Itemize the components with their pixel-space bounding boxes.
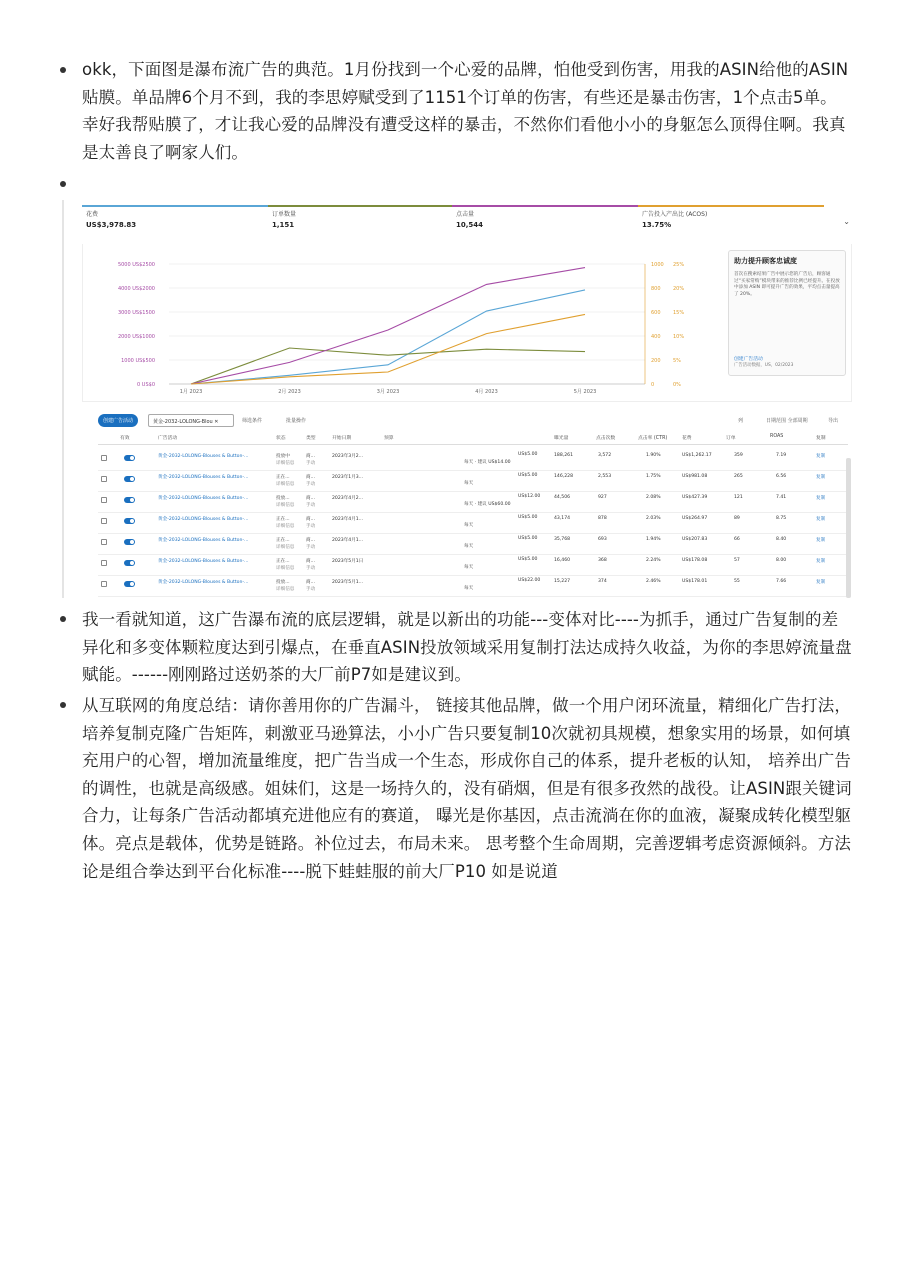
- budget-cell[interactable]: US$5.00: [518, 557, 538, 562]
- row-sub-label: 详细信息: [276, 524, 295, 529]
- table-toolbar: [98, 414, 852, 428]
- ctr-cell: 2.24%: [646, 558, 661, 563]
- status-cell: 正在...: [276, 559, 290, 564]
- campaign-name-link[interactable]: 黄金-2032-LOLONG-Blouses & Button-...: [158, 580, 249, 585]
- row-type-sub-label: 手动: [306, 482, 316, 487]
- y-tick-right-1: 200: [651, 358, 661, 364]
- row-sub-label: 详细信息: [276, 545, 295, 550]
- y-tick-right-2: 0%: [673, 382, 681, 388]
- type-cell: 商...: [306, 517, 315, 522]
- kpi-clicks[interactable]: [452, 205, 638, 243]
- campaign-name-link[interactable]: 黄金-2032-LOLONG-Blouses & Button-...: [158, 496, 249, 501]
- y-tick-left: 3000 US$1500: [117, 310, 155, 316]
- clicks-cell: 2,553: [598, 474, 612, 479]
- campaign-name-link[interactable]: 黄金-2032-LOLONG-Blouses & Button-...: [158, 517, 249, 522]
- line-chart: [83, 244, 723, 402]
- table-row: [98, 576, 848, 597]
- kpi-label: 点击量: [456, 211, 475, 218]
- col-header[interactable]: 花费: [682, 436, 692, 441]
- col-header[interactable]: 点击次数: [596, 436, 616, 441]
- row-sub-label: 详细信息: [276, 587, 295, 592]
- y-tick-right-1: 600: [651, 310, 661, 316]
- kpi-label: 广告投入产出比 (ACOS): [642, 211, 708, 218]
- start-date-cell[interactable]: 2023年4月1...: [332, 538, 364, 543]
- spend-cell: US$981.08: [682, 474, 708, 479]
- row-checkbox[interactable]: [101, 497, 107, 503]
- bulk-actions-button[interactable]: 批量操作: [286, 418, 307, 424]
- row-sub-label: 详细信息: [276, 482, 295, 487]
- col-header[interactable]: 预算: [384, 436, 394, 441]
- impressions-cell: 188,261: [554, 453, 573, 458]
- budget-note: 每天: [464, 481, 474, 486]
- copy-link[interactable]: 复制: [816, 496, 826, 501]
- active-toggle[interactable]: [124, 476, 135, 482]
- bullet-dot: [60, 616, 66, 622]
- row-checkbox[interactable]: [101, 455, 107, 461]
- kpi-value: 13.75%: [642, 221, 672, 229]
- orders-cell: 121: [734, 495, 743, 500]
- y-tick-right-2: 20%: [673, 286, 685, 292]
- row-type-sub-label: 手动: [306, 461, 316, 466]
- start-date-cell[interactable]: 2023年5月1日: [332, 559, 364, 564]
- row-type-sub-label: 手动: [306, 587, 316, 592]
- table-row: [98, 555, 848, 576]
- clicks-cell: 3,572: [598, 453, 612, 458]
- status-cell: 投放...: [276, 580, 290, 585]
- paragraph-3: 从互联网的角度总结：请你善用你的广告漏斗， 链接其他品牌，做一个用户闭环流量，精细化广告打法，培养复制克隆广告矩阵，刺激亚马逊算法，小小广告只要复制10次就初具规模，想象实用的场景，如何填充用户的心智，增加流量维度，把广告当成一个生态，形成你自己的体系，提升老板的认知， 培养出广告的调性，也就是高级感。姐妹们，这是一场持久的，没有硝烟，但是有很多孜然的战役。让ASIN跟关键词合力，让每条广告活动都填充进他应有的赛道， 曝光是你基因，点击流淌在你的血液，凝聚成转化模型躯体。亮点是载体，优势是链路。补位过去，布局未来。 思考整个生命周期，完善逻辑考虑资源倾斜。方法论是组合拳达到平台化标准----脱下蛙蛙服的前大厂P10 如是说道: [82, 696, 852, 881]
- helper-title: 助力提升顾客忠诚度: [734, 257, 797, 265]
- table-row: [98, 450, 848, 471]
- orders-cell: 55: [734, 579, 740, 584]
- x-tick-label: 2月 2023: [278, 389, 301, 395]
- roas-cell: 7.66: [776, 579, 787, 584]
- date-range-button[interactable]: 日期范围 全部周期: [766, 418, 808, 424]
- y-tick-left: 1000 US$500: [121, 358, 155, 364]
- spend-cell: US$1,262.17: [682, 453, 712, 458]
- status-cell: 正在...: [276, 538, 290, 543]
- active-toggle[interactable]: [124, 497, 135, 503]
- budget-note: 每天: [464, 544, 474, 549]
- kpi-spend[interactable]: [82, 205, 268, 243]
- budget-cell[interactable]: US$5.00: [518, 452, 538, 457]
- bullet-dot: [60, 702, 66, 708]
- row-checkbox[interactable]: [101, 560, 107, 566]
- header-divider: [98, 444, 848, 445]
- bullet-dot: [60, 67, 66, 73]
- row-checkbox[interactable]: [101, 539, 107, 545]
- type-cell: 商...: [306, 475, 315, 480]
- orders-cell: 359: [734, 453, 743, 458]
- columns-button[interactable]: 列: [738, 418, 744, 424]
- y-tick-right-1: 0: [651, 382, 655, 388]
- budget-note: 每天 · 建议 US$14.00: [464, 460, 511, 465]
- clicks-cell: 693: [598, 537, 607, 542]
- row-type-sub-label: 手动: [306, 545, 316, 550]
- budget-cell[interactable]: US$5.00: [518, 536, 538, 541]
- row-checkbox[interactable]: [101, 581, 107, 587]
- table-scrollbar[interactable]: [846, 458, 851, 598]
- col-header[interactable]: 点击率 (CTR): [638, 436, 668, 441]
- active-toggle[interactable]: [124, 455, 135, 461]
- budget-note: 每天: [464, 523, 474, 528]
- type-cell: 商...: [306, 538, 315, 543]
- y-tick-left: 5000 US$2500: [117, 262, 155, 268]
- type-cell: 商...: [306, 496, 315, 501]
- orders-cell: 66: [734, 537, 740, 542]
- helper-note: 广告活动数据，US，02/2023: [734, 363, 794, 368]
- table-row: [98, 471, 848, 492]
- col-header[interactable]: ROAS: [770, 434, 784, 439]
- start-date-cell[interactable]: 2023年4月1...: [332, 517, 364, 522]
- spend-cell: US$178.08: [682, 558, 708, 563]
- clicks-cell: 374: [598, 579, 607, 584]
- chevron-down-icon[interactable]: ⌄: [843, 217, 850, 226]
- orders-cell: 89: [734, 516, 740, 521]
- copy-link[interactable]: 复制: [816, 454, 826, 459]
- create-campaign-button[interactable]: 创建广告活动: [98, 414, 138, 427]
- x-tick-label: 4月 2023: [475, 389, 498, 395]
- budget-cell[interactable]: US$12.00: [518, 494, 541, 499]
- copy-link[interactable]: 复制: [816, 580, 826, 585]
- series-line-0: [191, 290, 585, 384]
- col-header[interactable]: 类型: [306, 436, 316, 441]
- y-tick-right-2: 25%: [673, 262, 685, 268]
- campaign-name-link[interactable]: 黄金-2032-LOLONG-Blouses & Button-...: [158, 559, 249, 564]
- ctr-cell: 2.03%: [646, 516, 661, 521]
- paragraph-2: 我一看就知道，这广告瀑布流的底层逻辑，就是以新出的功能---变体对比----为抓手，通过广告复制的差异化和多变体颗粒度达到引爆点，在垂直ASIN投放领域采用复制打法达成持久收益，为你的李思婷流量盘赋能。------刚刚路过送奶茶的大厂前P7如是建议到。: [82, 610, 852, 685]
- col-header[interactable]: 曝光量: [554, 436, 569, 441]
- filter-button[interactable]: 筛选条件: [242, 418, 263, 424]
- row-sub-label: 详细信息: [276, 566, 295, 571]
- impressions-cell: 15,227: [554, 579, 571, 584]
- spend-cell: US$178.01: [682, 579, 708, 584]
- budget-cell[interactable]: US$22.00: [518, 578, 541, 583]
- spend-cell: US$207.83: [682, 537, 708, 542]
- col-header[interactable]: 开始日期: [332, 436, 352, 441]
- spend-cell: US$264.97: [682, 516, 708, 521]
- ctr-cell: 1.75%: [646, 474, 661, 479]
- kpi-value: 10,544: [456, 221, 484, 229]
- table-row: [98, 513, 848, 534]
- kpi-value: 1,151: [272, 221, 295, 229]
- bullet-dot: [60, 181, 66, 187]
- y-tick-right-1: 800: [651, 286, 661, 292]
- embedded-screenshot: [62, 200, 854, 598]
- start-date-cell[interactable]: 2023年1月3...: [332, 475, 364, 480]
- kpi-bar: [82, 205, 852, 243]
- status-cell: 投放...: [276, 496, 290, 501]
- y-tick-right-2: 15%: [673, 310, 685, 316]
- y-tick-left: 0 US$0: [137, 382, 155, 388]
- roas-cell: 8.75: [776, 516, 787, 521]
- status-cell: 正在...: [276, 517, 290, 522]
- roas-cell: 6.56: [776, 474, 787, 479]
- helper-card: [728, 250, 846, 376]
- copy-link[interactable]: 复制: [816, 559, 826, 564]
- col-header[interactable]: 订单: [726, 436, 736, 441]
- impressions-cell: 43,174: [554, 516, 571, 521]
- campaign-name-link[interactable]: 黄金-2032-LOLONG-Blouses & Button-...: [158, 475, 249, 480]
- clicks-cell: 368: [598, 558, 607, 563]
- y-tick-right-2: 10%: [673, 334, 685, 340]
- ctr-cell: 1.94%: [646, 537, 661, 542]
- impressions-cell: 146,228: [554, 474, 573, 479]
- copy-link[interactable]: 复制: [816, 538, 826, 543]
- y-tick-right-1: 1000: [651, 262, 664, 268]
- spend-cell: US$427.39: [682, 495, 708, 500]
- clicks-cell: 927: [598, 495, 607, 500]
- start-date-cell[interactable]: 2023年3月2...: [332, 454, 364, 459]
- start-date-cell[interactable]: 2023年4月2...: [332, 496, 364, 501]
- ctr-cell: 2.46%: [646, 579, 661, 584]
- col-header[interactable]: 广告活动: [158, 436, 178, 441]
- active-toggle[interactable]: [124, 539, 135, 545]
- type-cell: 商...: [306, 580, 315, 585]
- budget-note: 每天 · 建议 US$60.00: [464, 502, 511, 507]
- row-type-sub-label: 手动: [306, 566, 316, 571]
- table-row: [98, 534, 848, 555]
- row-checkbox[interactable]: [101, 518, 107, 524]
- roas-cell: 8.00: [776, 558, 787, 563]
- row-sub-label: 详细信息: [276, 461, 295, 466]
- paragraph-1: okk，下面图是瀑布流广告的典范。1月份找到一个心爱的品牌，怕他受到伤害，用我的ASIN给他的ASIN 贴膜。单品牌6个月不到，我的李思婷赋受到了1151个订单的伤害，有些还是暴击伤害，1个点击5单。幸好我帮贴膜了，才让我心爱的品牌没有遭受这样的暴击，不然你们看他小小的身躯怎么顶得住啊。我真是太善良了啊家人们。: [82, 60, 849, 162]
- status-cell: 正在...: [276, 475, 290, 480]
- campaign-name-link[interactable]: 黄金-2032-LOLONG-Blouses & Button-...: [158, 454, 249, 459]
- budget-cell[interactable]: US$5.00: [518, 473, 538, 478]
- x-tick-label: 3月 2023: [376, 389, 400, 395]
- kpi-label: 花费: [86, 211, 99, 218]
- create-campaign-link[interactable]: 创建广告活动: [734, 357, 763, 362]
- budget-cell[interactable]: US$5.00: [518, 515, 538, 520]
- x-tick-label: 5月 2023: [573, 389, 597, 395]
- series-line-3: [191, 314, 585, 384]
- row-sub-label: 详细信息: [276, 503, 295, 508]
- impressions-cell: 16,460: [554, 558, 571, 563]
- start-date-cell[interactable]: 2023年5月1...: [332, 580, 364, 585]
- row-type-sub-label: 手动: [306, 503, 316, 508]
- row-type-sub-label: 手动: [306, 524, 316, 529]
- y-tick-left: 4000 US$2000: [117, 286, 155, 292]
- clicks-cell: 878: [598, 516, 607, 521]
- table-row: [98, 492, 848, 513]
- ctr-cell: 1.90%: [646, 453, 661, 458]
- col-header[interactable]: 有效: [120, 436, 130, 441]
- kpi-acos[interactable]: [638, 205, 824, 243]
- roas-cell: 8.40: [776, 537, 787, 542]
- budget-note: 每天: [464, 565, 474, 570]
- roas-cell: 7.41: [776, 495, 787, 500]
- impressions-cell: 44,506: [554, 495, 571, 500]
- search-value: 黄金-2032-LOLONG-Blou: [153, 419, 213, 425]
- y-tick-right-1: 400: [651, 334, 661, 340]
- col-header[interactable]: 状态: [276, 436, 286, 441]
- kpi-orders[interactable]: [268, 205, 452, 243]
- x-tick-label: 1月 2023: [179, 389, 203, 395]
- type-cell: 商...: [306, 559, 315, 564]
- status-cell: 投放中: [276, 454, 290, 459]
- search-input[interactable]: 黄金-2032-LOLONG-Blou ✕: [148, 414, 234, 427]
- campaign-name-link[interactable]: 黄金-2032-LOLONG-Blouses & Button-...: [158, 538, 249, 543]
- export-button[interactable]: 导出: [828, 418, 839, 424]
- active-toggle[interactable]: [124, 560, 135, 566]
- active-toggle[interactable]: [124, 581, 135, 587]
- copy-link[interactable]: 复制: [816, 517, 826, 522]
- row-checkbox[interactable]: [101, 476, 107, 482]
- type-cell: 商...: [306, 454, 315, 459]
- roas-cell: 7.19: [776, 453, 787, 458]
- kpi-value: US$3,978.83: [86, 221, 137, 229]
- y-tick-left: 2000 US$1000: [117, 334, 155, 340]
- orders-cell: 265: [734, 474, 743, 479]
- impressions-cell: 35,768: [554, 537, 571, 542]
- orders-cell: 57: [734, 558, 740, 563]
- kpi-label: 订单数量: [272, 211, 297, 218]
- budget-note: 每天: [464, 586, 474, 591]
- ctr-cell: 2.08%: [646, 495, 661, 500]
- copy-link[interactable]: 复制: [816, 475, 826, 480]
- active-toggle[interactable]: [124, 518, 135, 524]
- y-tick-right-2: 5%: [673, 358, 681, 364]
- helper-body: 首次在搜索结果广告中展示您的广告后，顾客通过“买家常购”模块带来的推荐比例已经提升。在投放中添加 ASIN 即可提升广告的效果，平均点击量提高了 20%。: [734, 272, 840, 297]
- col-header[interactable]: 复制: [816, 436, 826, 441]
